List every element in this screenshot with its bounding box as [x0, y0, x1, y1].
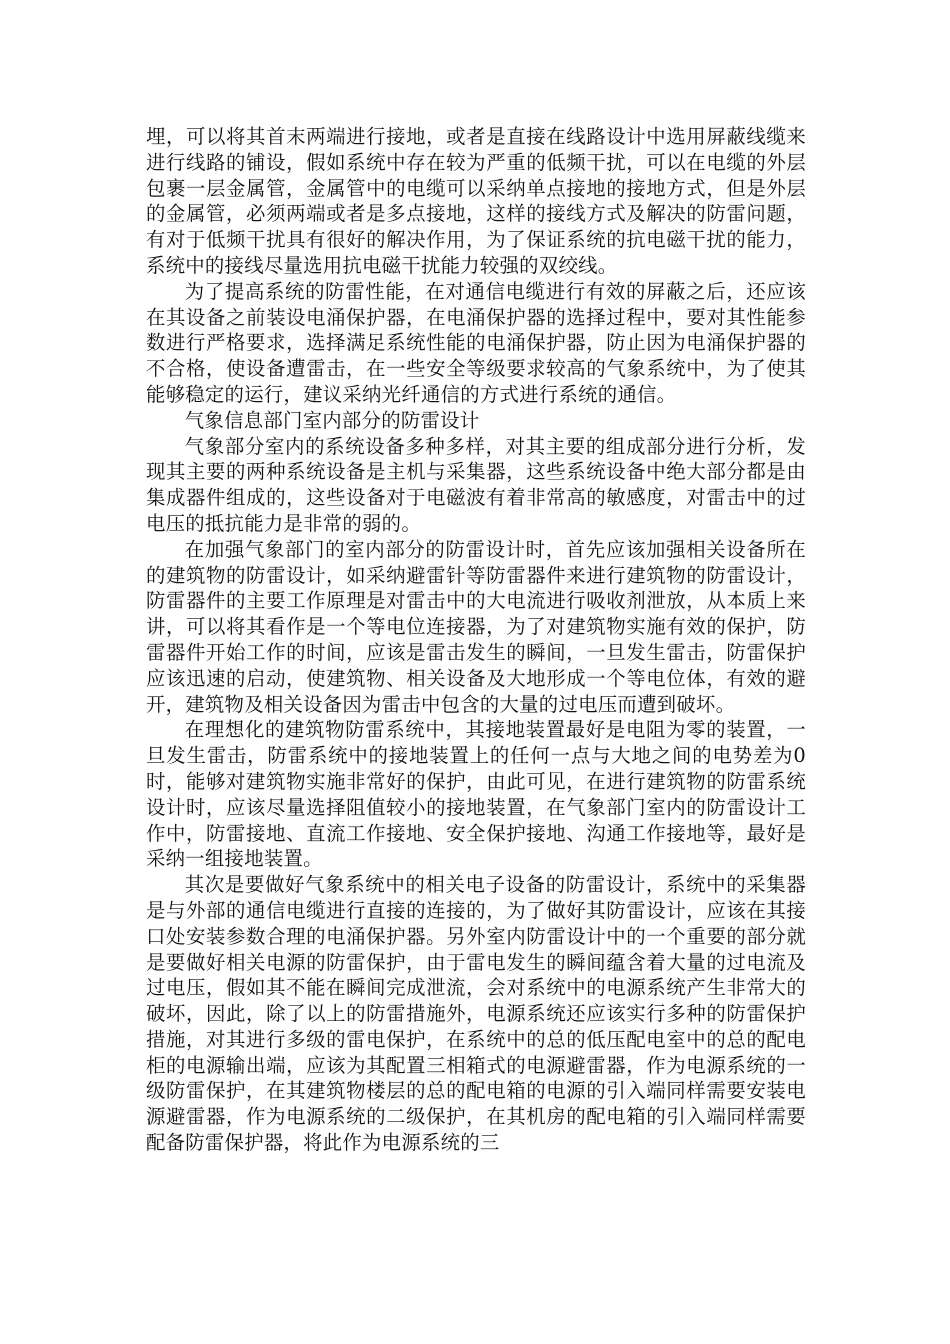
- paragraph-2: 为了提高系统的防雷性能，在对通信电缆进行有效的屏蔽之后，还应该在其设备之前装设电涌保护器，在电涌保护器的选择过程中，要对其性能参数进行严格要求，选择满足系统性能的电涌保护器，防止因为电涌保护器的不合格，使设备遭雷击，在一些安全等级要求较高的气象系统中，为了使其能够稳定的运行，建议采纳光纤通信的方式进行系统的通信。: [146, 279, 806, 406]
- paragraph-3: 气象部分室内的系统设备多种多样，对其主要的组成部分进行分析，发现其主要的两种系统设备是主机与采集器，这些系统设备中绝大部分都是由集成器件组成的，这些设备对于电磁波有着非常高的敏感度，对雷击中的过电压的抵抗能力是非常的弱的。: [146, 434, 806, 535]
- paragraph-1: 埋，可以将其首末两端进行接地，或者是直接在线路设计中选用屏蔽线缆来进行线路的铺设，假如系统中存在较为严重的低频干扰，可以在电缆的外层包裹一层金属管，金属管中的电缆可以采纳单点接地的接地方式，但是外层的金属管，必须两端或者是多点接地，这样的接线方式及解决的防雷问题，有对于低频干扰具有很好的解决作用，为了保证系统的抗电磁干扰的能力，系统中的接线尽量选用抗电磁干扰能力较强的双绞线。: [146, 125, 806, 277]
- paragraph-5: 在理想化的建筑物防雷系统中，其接地装置最好是电阻为零的装置，一旦发生雷击，防雷系统中的接地装置上的任何一点与大地之间的电势差为0时，能够对建筑物实施非常好的保护，由此可见，在进行建筑物的防雷系统设计时，应该尽量选择阻值较小的接地装置，在气象部门室内的防雷设计工作中，防雷接地、直流工作接地、安全保护接地、沟通工作接地等，最好是采纳一组接地装置。: [146, 718, 806, 871]
- paragraph-4: 在加强气象部门的室内部分的防雷设计时，首先应该加强相关设备所在的建筑物的防雷设计，如采纳避雷针等防雷器件来进行建筑物的防雷设计，防雷器件的主要工作原理是对雷击中的大电流进行吸收剂泄放，从本质上来讲，可以将其看作是一个等电位连接器，为了对建筑物实施有效的保护，防雷器件开始工作的时间，应该是雷击发生的瞬间，一旦发生雷击，防雷保护应该迅速的启动，使建筑物、相关设备及大地形成一个等电位体，有效的避开，建筑物及相关设备因为雷击中包含的大量的过电压而遭到破坏。: [146, 537, 806, 716]
- section-heading: 气象信息部门室内部分的防雷设计: [184, 408, 480, 432]
- document-body: [146, 124, 806, 1156]
- paragraph-6: 其次是要做好气象系统中的相关电子设备的防雷设计，系统中的采集器是与外部的通信电缆进行直接的连接的，为了做好其防雷设计，应该在其接口处安装参数合理的电涌保护器。另外室内防雷设计中的一个重要的部分就是要做好相关电源的防雷保护，由于雷电发生的瞬间蕴含着大量的过电流及过电压，假如其不能在瞬间完成泄流，会对系统中的电源系统产生非常大的破坏，因此，除了以上的防雷措施外，电源系统还应该实行多种的防雷保护措施，对其进行多级的雷电保护，在系统中的总的低压配电室中的总的配电柜的电源输出端，应该为其配置三相箱式的电源避雷器，作为电源系统的一级防雷保护，在其建筑物楼层的总的配电箱的电源的引入端同样需要安装电源避雷器，作为电源系统的二级保护，在其机房的配电箱的引入端同样需要配备防雷保护器，将此作为电源系统的三: [146, 873, 806, 1155]
